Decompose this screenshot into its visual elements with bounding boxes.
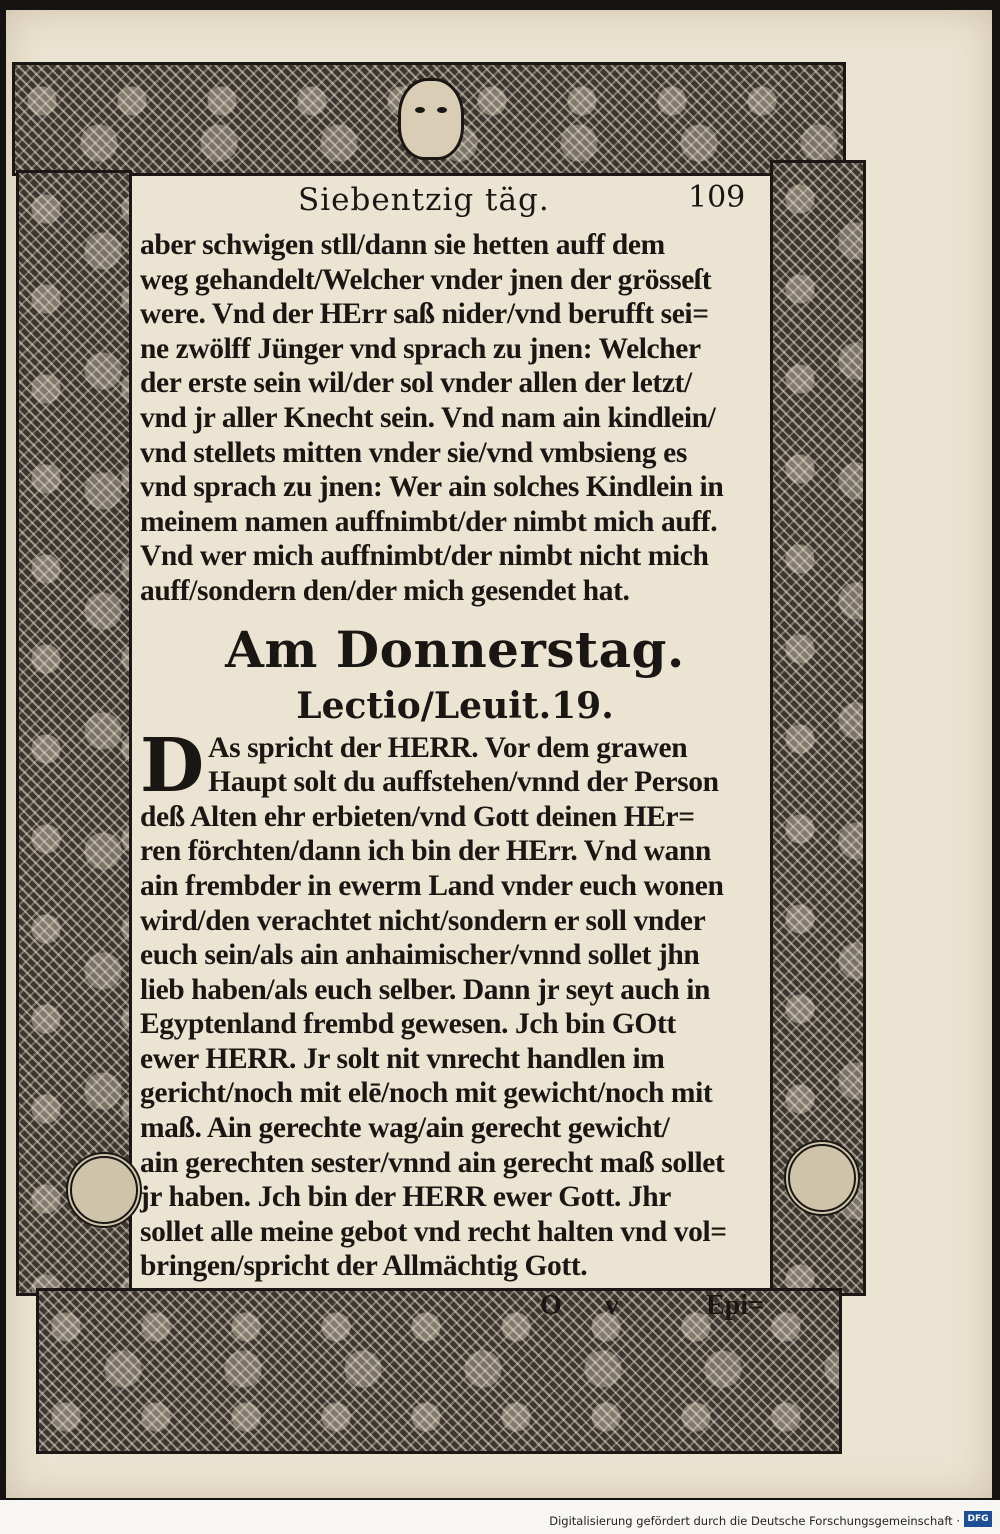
woodcut-border-right xyxy=(770,160,866,1296)
text-line: gericht/noch mit elē/noch mit gewicht/noch mit xyxy=(140,1077,713,1110)
text-line: der erste sein wil/der sol vnder allen der letzt/ xyxy=(140,367,692,400)
text-line: Haupt solt du auffstehen/vnnd der Person xyxy=(208,766,719,799)
text-line: Vnd wer mich auffnimbt/der nimbt nicht mich xyxy=(140,540,709,573)
lectio-heading: Lectio/Leuit.19. xyxy=(296,684,614,727)
spiral-ornament-right xyxy=(784,1140,860,1216)
text-line: jr haben. Jch bin der HERR ewer Gott. Jhr xyxy=(140,1181,671,1214)
lectio-text xyxy=(140,722,770,1285)
spiral-ornament-left xyxy=(66,1152,142,1228)
text-line: ne zwölff Jünger vnd sprach zu jnen: Welcher xyxy=(140,332,701,365)
digitization-footer xyxy=(0,1500,1000,1534)
text-line: bringen/spricht der Allmächtig Gott. xyxy=(140,1250,588,1283)
text-line: aber schwigen stll/dann sie hetten auff dem xyxy=(140,229,665,261)
text-line: ain gerechten sester/vnnd ain gerecht maß sollet xyxy=(140,1146,725,1179)
running-head xyxy=(140,178,770,228)
dfg-logo: DFG xyxy=(964,1511,992,1527)
text-line: sollet alle meine gebot vnd recht halten vnd vol= xyxy=(140,1215,727,1248)
page-foot xyxy=(140,1288,770,1328)
text-line: ain frembder in ewerm Land vnder euch wonen xyxy=(140,869,724,902)
text-line: maß. Ain gerechte wag/ain gerecht gewicht/ xyxy=(140,1112,670,1145)
text-line: vnd sprach zu jnen: Wer ain solches Kindlein in xyxy=(140,471,724,504)
text-line: were. Vnd der HErr saß nider/vnd berufft sei= xyxy=(140,298,709,331)
text-line: vnd jr aller Knecht sein. Vnd nam ain kindlein/ xyxy=(140,401,716,434)
text-line: ren förchten/dann ich bin der HErr. Vnd wann xyxy=(140,835,711,868)
text-line: auff/sondern den/der mich gesendet hat. xyxy=(140,574,630,607)
funding-credit: Digitalisierung gefördert durch die Deutsche Forschungsgemeinschaft · xyxy=(549,1514,960,1528)
text-line: As spricht der HERR. Vor dem grawen xyxy=(208,731,688,764)
text-line: wird/den verachtet nicht/sondern er soll vnder xyxy=(140,904,706,937)
page-number: 109 xyxy=(688,180,746,215)
text-line: vnd stellets mitten vnder sie/vnd vmbsieng es xyxy=(140,436,687,469)
text-line: weg gehandelt/Welcher vnder jnen der grösseſt xyxy=(140,263,712,296)
signature-mark: O v xyxy=(540,1290,637,1322)
text-line: ewer HERR. Jr solt nit vnrecht handlen im xyxy=(140,1042,665,1075)
catchword: Epi= xyxy=(706,1290,764,1322)
mask-face-ornament xyxy=(398,78,464,160)
running-title: Siebentzig täg. xyxy=(298,182,550,218)
text-line: deß Alten ehr erbieten/vnd Gott deinen HEr= xyxy=(140,800,695,833)
initial-letter: D xyxy=(140,722,205,809)
text-block xyxy=(140,178,770,1328)
text-line: Egyptenland frembd gewesen. Jch bin GOtt xyxy=(140,1008,676,1041)
woodcut-border-left xyxy=(16,170,132,1296)
text-line: lieb haben/als euch selber. Dann jr seyt auch in xyxy=(140,973,711,1006)
gospel-text xyxy=(140,228,770,609)
section-heading: Am Donnerstag. xyxy=(225,619,685,679)
text-line: euch sein/als ain anhaimischer/vnnd sollet jhn xyxy=(140,939,700,972)
text-line: meinem namen auffnimbt/der nimbt mich auff. xyxy=(140,505,718,538)
